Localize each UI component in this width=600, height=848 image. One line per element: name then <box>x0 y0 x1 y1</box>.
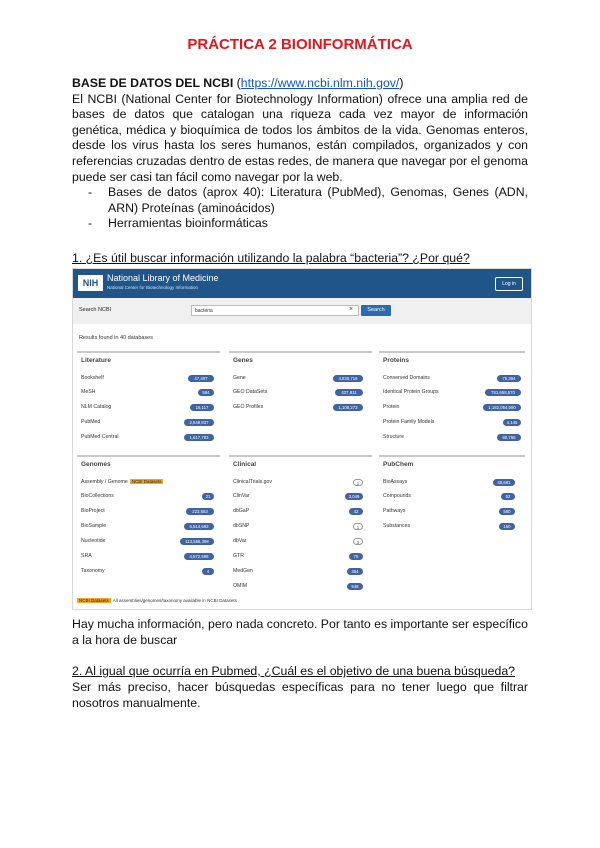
panel-genes <box>229 351 372 451</box>
count-badge[interactable]: 548 <box>347 583 363 590</box>
db-link[interactable]: Nucleotide <box>81 538 106 544</box>
datasets-tag[interactable]: NCBI Datasets <box>79 598 109 603</box>
count-badge[interactable]: 1 <box>353 523 363 530</box>
db-link[interactable]: PubMed Central <box>81 434 119 440</box>
question-2: 2. Al igual que ocurría en Pubmed, ¿Cuál es el objetivo de una buena búsqueda? <box>72 664 516 678</box>
db-link[interactable]: Substances <box>383 523 411 529</box>
db-link[interactable]: BioSample <box>81 523 107 529</box>
bullet-item: - Bases de datos (aprox 40): Literatura (PubMed), Genomas, Genes (ADN, ARN) Proteínas (aminoácidos) <box>72 185 528 216</box>
datasets-tag[interactable]: NCBI Datasets <box>131 479 162 484</box>
answer-1: Hay mucha información, pero nada concreto. Por tanto es importante ser específico a la hora de buscar <box>72 617 528 647</box>
db-link[interactable]: Bookshelf <box>81 375 104 381</box>
count-badge[interactable]: 791,658,570 <box>485 389 521 396</box>
panel-clinical <box>229 455 372 593</box>
db-link[interactable]: OMIM <box>233 583 248 589</box>
count-badge[interactable]: 437,811 <box>335 389 363 396</box>
link-paren-close: ) <box>399 76 404 90</box>
count-badge[interactable]: 52 <box>501 493 515 500</box>
count-badge[interactable]: 113,556,398 <box>180 538 214 545</box>
count-badge[interactable]: 3 <box>353 538 363 545</box>
nih-logo[interactable]: NIH <box>78 275 103 291</box>
ncbi-header <box>73 269 531 298</box>
count-badge[interactable]: 75 <box>349 553 363 560</box>
db-link-label[interactable]: Assembly / Genome <box>81 479 128 485</box>
nlm-name: National Library of Medicine <box>107 273 219 283</box>
search-label: Search NCBI <box>79 307 112 313</box>
count-badge[interactable]: 16,117 <box>190 404 214 411</box>
count-badge[interactable]: 1,182,054,590 <box>483 404 521 411</box>
search-input[interactable]: bacteria <box>191 305 359 316</box>
count-badge[interactable]: 6,514,593 <box>184 523 214 530</box>
document-title: PRÁCTICA 2 BIOINFORMÁTICA <box>187 36 413 53</box>
count-badge[interactable]: 42 <box>349 508 363 515</box>
count-badge[interactable]: 21 <box>202 493 214 500</box>
db-link[interactable]: NLM Catalog <box>81 404 112 410</box>
db-link[interactable]: Identical Protein Groups <box>383 389 439 395</box>
count-badge[interactable]: 4,145 <box>503 419 521 426</box>
count-badge[interactable]: 4,835,716 <box>333 375 363 382</box>
datasets-note <box>77 598 237 603</box>
intro-section <box>72 76 528 232</box>
results-caption: Results found in 40 databases <box>79 335 153 341</box>
db-link[interactable]: Pathways <box>383 508 406 514</box>
panel-title: Proteins <box>383 357 410 364</box>
panel-genomes <box>77 455 220 593</box>
count-badge[interactable]: 2,548,837 <box>184 419 214 426</box>
search-bar <box>73 298 531 324</box>
db-link[interactable]: Conserved Domains <box>383 375 430 381</box>
bullet-item: - Herramientas bioinformáticas <box>72 216 528 232</box>
db-link[interactable]: Compounds <box>383 493 411 499</box>
count-badge[interactable]: 48,681 <box>493 479 515 486</box>
db-link[interactable]: dbGaP <box>233 508 250 514</box>
ncbi-link[interactable]: https://www.ncbi.nlm.nih.gov/ <box>240 76 400 90</box>
panel-title: Genomes <box>81 461 111 468</box>
count-badge[interactable]: 150 <box>499 523 515 530</box>
db-link[interactable]: MeSH <box>81 389 96 395</box>
panel-title: Literature <box>81 357 111 364</box>
panel-title: Clinical <box>233 461 257 468</box>
db-link[interactable]: SRA <box>81 553 92 559</box>
ncbi-screenshot <box>72 268 532 610</box>
panel-pubchem <box>379 455 525 593</box>
login-button[interactable]: Log in <box>495 277 523 291</box>
count-badge[interactable]: 4 <box>202 568 214 575</box>
db-link[interactable]: Taxonomy <box>81 568 105 574</box>
panel-literature <box>77 351 220 451</box>
clear-icon[interactable]: × <box>349 306 354 313</box>
db-link[interactable]: BioProject <box>81 508 105 514</box>
db-link[interactable]: GEO DataSets <box>233 389 268 395</box>
panel-title: PubChem <box>383 461 414 468</box>
bullet-list <box>72 185 528 232</box>
db-link[interactable]: BioCollections <box>81 493 114 499</box>
count-badge[interactable]: 1,108,273 <box>333 404 363 411</box>
answer-2: Ser más preciso, hacer búsquedas específicas para no tener luego que filtrar nosotros manualmente. <box>72 680 528 710</box>
count-badge[interactable]: 3,049 <box>345 493 363 500</box>
db-link[interactable]: GTR <box>233 553 244 559</box>
search-button[interactable]: Search <box>361 305 391 316</box>
db-link[interactable]: Structure <box>383 434 405 440</box>
panel-proteins <box>379 351 525 451</box>
db-link-with-tag[interactable] <box>81 479 163 485</box>
intro-paragraph: El NCBI (National Center for Biotechnology Information) ofrece una amplia red de bases de datos que catalogan una riqueza cada vez mayor de información genética, médica y bioquímica de todos los ámbitos de la vida. Genomas enteros, desde los virus hasta los seres humanos, están compilados, organizados y con referencias cruzadas dentro de estas redes, de manera que navegar por el genoma puede ser casi tan fácil como navegar por la web. <box>72 91 528 184</box>
count-badge[interactable]: 580 <box>499 508 515 515</box>
db-link[interactable]: GEO Profiles <box>233 404 264 410</box>
count-badge[interactable]: 1,617,783 <box>184 434 214 441</box>
count-badge[interactable]: 1 <box>353 479 363 486</box>
db-link[interactable]: Protein Family Models <box>383 419 435 425</box>
count-badge[interactable]: 364 <box>347 568 363 575</box>
db-link[interactable]: MedGen <box>233 568 253 574</box>
db-link[interactable]: PubMed <box>81 419 101 425</box>
db-link[interactable]: dbVar <box>233 538 247 544</box>
count-badge[interactable]: 47,497 <box>188 375 214 382</box>
db-link[interactable]: ClinVar <box>233 493 250 499</box>
count-badge[interactable]: 4,572,598 <box>184 553 214 560</box>
db-link[interactable]: Protein <box>383 404 400 410</box>
db-link[interactable]: ClinicalTrials.gov <box>233 479 273 485</box>
db-link[interactable]: Gene <box>233 375 246 381</box>
question-1: 1. ¿Es útil buscar información utilizando la palabra “bacteria”? ¿Por qué? <box>72 251 470 265</box>
db-link[interactable]: dbSNP <box>233 523 250 529</box>
panel-title: Genes <box>233 357 253 364</box>
count-badge[interactable]: 80,765 <box>497 434 521 441</box>
count-badge[interactable]: 75,394 <box>497 375 521 382</box>
nlm-subtitle: National Center for Biotechnology Information <box>107 285 199 290</box>
datasets-note-text: All assemblies/genomes/taxonomy available in NCBI Datasets <box>112 598 237 603</box>
count-badge[interactable]: 223,553 <box>186 508 214 515</box>
count-badge[interactable]: 584 <box>198 389 214 396</box>
db-link[interactable]: BioAssays <box>383 479 408 485</box>
link-paren-open: ( <box>236 76 241 90</box>
section-heading: BASE DE DATOS DEL NCBI <box>72 76 234 90</box>
